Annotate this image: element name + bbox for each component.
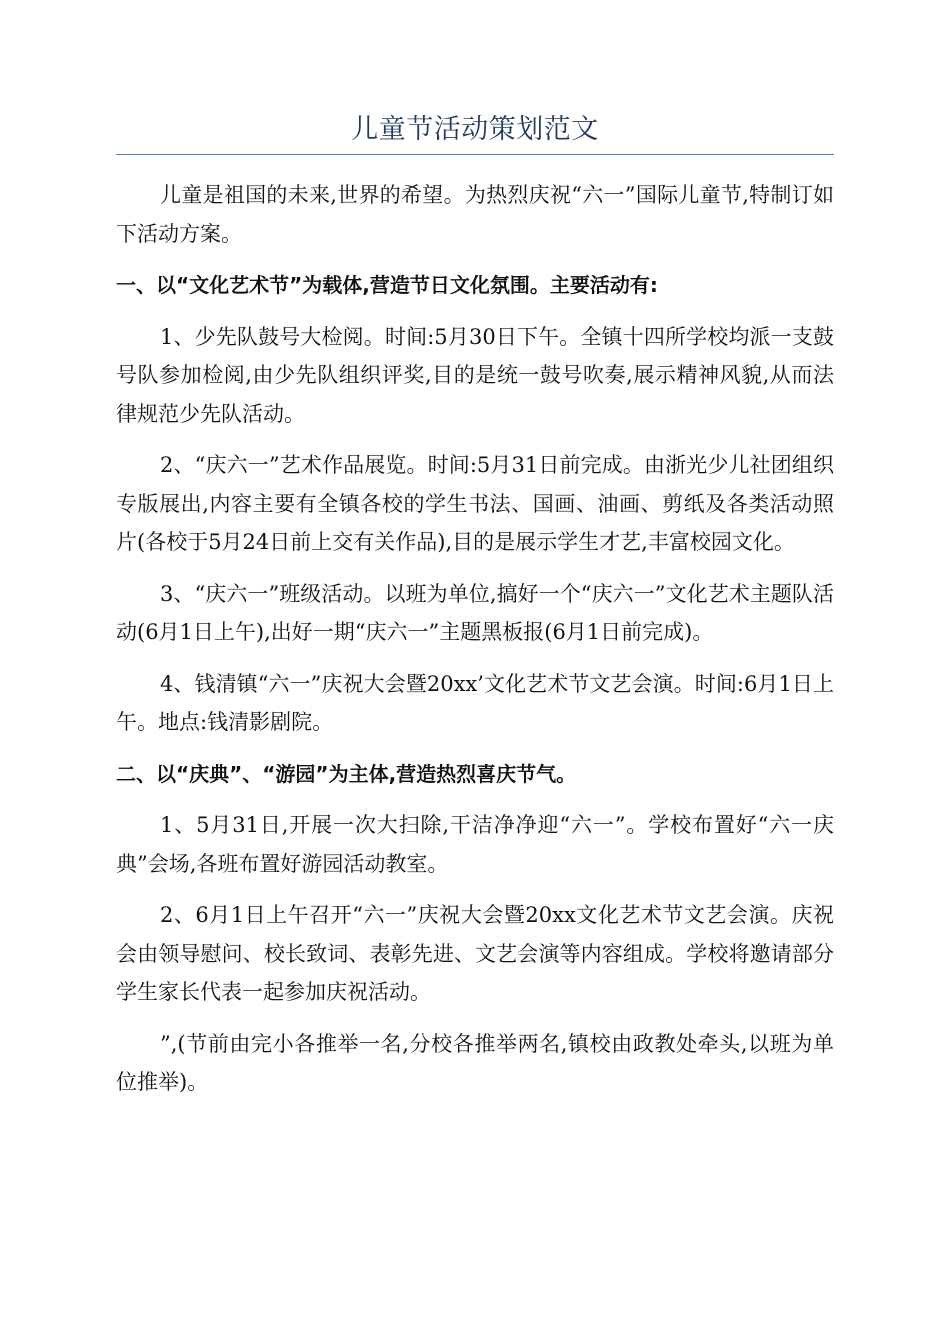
title-underline — [116, 154, 834, 155]
section-1-item-2: 2、“庆六一”艺术作品展览。时间:5月31日前完成。由浙光少儿社团组织专版展出,内容主要有全镇各校的学生书法、国画、油画、剪纸及各类活动照片(各校于5月24日前上交有关作品),目的是展示学生才艺,丰富校园文化。 — [116, 453, 834, 554]
section-1-item-4: 4、钱清镇“六一”庆祝大会暨20xx’文化艺术节文艺会演。时间:6月1日上午。地点:钱清影剧院。 — [116, 671, 834, 734]
document-title: 儿童节活动策划范文 — [351, 114, 599, 145]
section-1-heading: 一、以“文化艺术节”为载体,营造节日文化氛围。主要活动有: — [116, 273, 658, 297]
intro-paragraph: 儿童是祖国的未来,世界的希望。为热烈庆祝“六一”国际儿童节,特制订如下活动方案。 — [116, 183, 834, 246]
section-1-item-3: 3、“庆六一”班级活动。以班为单位,搞好一个“庆六一”文化艺术主题队活动(6月1日上午),出好一期“庆六一”主题黑板报(6月1日前完成)。 — [116, 581, 834, 644]
document-body — [116, 176, 834, 1115]
section-1-item-1: 1、少先队鼓号大检阅。时间:5月30日下午。全镇十四所学校均派一支鼓号队参加检阅,由少先队组织评奖,目的是统一鼓号吹奏,展示精神风貌,从而法律规范少先队活动。 — [116, 324, 834, 426]
section-2-item-1: 1、5月31日,开展一次大扫除,干洁净净迎“六一”。学校布置好“六一庆典”会场,各班布置好游园活动教室。 — [116, 813, 834, 876]
section-2-item-3: ”,(节前由完小各推举一名,分校各推举两名,镇校由政教处牵头,以班为单位推举)。 — [116, 1031, 834, 1094]
section-2-item-2: 2、6月1日上午召开“六一”庆祝大会暨20xx文化艺术节文艺会演。庆祝会由领导慰问、校长致词、表彰先进、文艺会演等内容组成。学校将邀请部分学生家长代表一起参加庆祝活动。 — [116, 903, 834, 1004]
section-2-heading: 二、以“庆典”、“游园”为主体,营造热烈喜庆节气。 — [116, 761, 577, 786]
